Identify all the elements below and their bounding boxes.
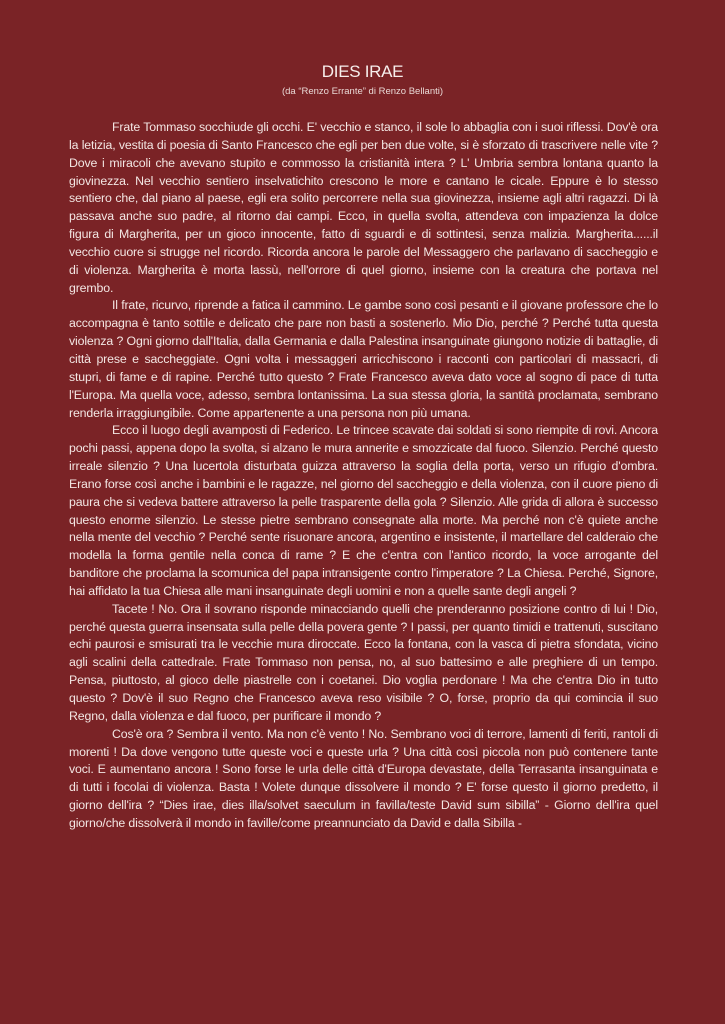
- document-subtitle: (da “Renzo Errante” di Renzo Bellanti): [281, 86, 444, 97]
- paragraph: Cos'è ora ? Sembra il vento. Ma non c'è vento ! No. Sembrano voci di terrore, lamenti di feriti, rantoli di morenti ! Da dove vengono tutte queste voci e queste urla ? Una città così piccola non può contenere tante voci. E aumentano ancora ! Sono forse le urla delle città d'Europa devastate, della Terrasanta insanguinata e di tutti i focolai di violenza. Basta ! Volete dunque dissolvere il mondo ? E' forse questo il giorno predetto, il giorno dell'ira ? “Dies irae, dies illa/solvet saeculum in favilla/teste David sum sibilla” - Giorno dell'ira quel giorno/che dissolverà il mondo in faville/come preannunciato da David e dalla Sibilla -: [69, 726, 658, 830]
- document-body: [69, 119, 658, 833]
- paragraph: Il frate, ricurvo, riprende a fatica il cammino. Le gambe sono così pesanti e il giovane professore che lo accompagna è tanto sottile e delicato che pare non basti a sostenerlo. Mio Dio, perché ? Perché tutta questa violenza ? Ogni giorno dall'Italia, dalla Germania e dalla Palestina insanguinate giungono notizie di battaglie, di città prese e saccheggiate. Ogni volta i messaggeri arricchiscono i racconti con particolari di massacri, di stupri, di fame e di rapine. Perché tutto questo ? Frate Francesco aveva dato voce al sogno di pace di tutta l'Europa. Ma quella voce, adesso, sembra lontanissima. La sua stessa gloria, la santità proclamata, sembrano renderla irraggiungibile. Come appartenente a una persona non più umana.: [69, 298, 658, 420]
- paragraph: Ecco il luogo degli avamposti di Federico. Le trincee scavate dai soldati si sono riempite di rovi. Ancora pochi passi, appena dopo la svolta, si alzano le mura annerite e smozzicate dal fuoco. Silenzio. Perché questo irreale silenzio ? Una lucertola disturbata guizza attraverso la soglia della porta, verso un rifugio d'ombra. Erano forse così anche i bambini e le ragazze, nel giorno del saccheggio e della violenza, con il cuore pieno di paura che si vedeva battere attraverso la pelle trasparente della gola ? Silenzio. Alle grida di allora è successo questo enorme silenzio. Le stesse pietre sembrano consegnate alla morte. Ma perché non c'è quiete anche nella mente del vecchio ? Perché sente risuonare ancora, argentino e insistente, il martellare del calderaio che modella la forma gentile nella conca di rame ? E che c'entra con l'antico ricordo, la voce arrogante del banditore che proclama la scomunica del papa intransigente contro l'imperatore ? La Chiesa. Perché, Signore, hai affidato la tua Chiesa alle mani insanguinate degli uomini e non a quelle sante degli angeli ?: [69, 423, 658, 598]
- document-title: DIES IRAE: [321, 62, 404, 81]
- paragraph: Tacete ! No. Ora il sovrano risponde minacciando quelli che prenderanno posizione contro di lui ! Dio, perché questa guerra insensata sulla pelle della povera gente ? I passi, per quanto timidi e trattenuti, suscitano echi paurosi e smisurati tra le vecchie mura diroccate. Ecco la fontana, con la vasca di pietra sfondata, vicino agli scalini della cattedrale. Frate Tommaso non pensa, no, al suo battesimo e alle preghiere di un tempo. Pensa, piuttosto, al gioco delle piastrelle con i coetanei. Dio voglia perdonare ! Ma che c'entra Dio in tutto questo ? Dov'è il suo Regno che Francesco aveva reso visibile ? O, forse, proprio da qui comincia il suo Regno, dalla violenza e dal fuoco, per purificare il mondo ?: [69, 601, 658, 723]
- paragraph: Frate Tommaso socchiude gli occhi. E' vecchio e stanco, il sole lo abbaglia con i suoi riflessi. Dov'è ora la letizia, vestita di poesia di Santo Francesco che egli per ben due volte, si è sforzato di trascrivere nelle vite ? Dove i miracoli che avevano stupito e commosso la cristianità intera ? L' Umbria sembra lontana quanto la giovinezza. Nel vecchio sentiero inselvatichito crescono le more e cantano le cicale. Eppure è lo stesso sentiero che, dal piano al paese, egli era solito percorrere nella sua giovinezza, insieme agli altri ragazzi. Di là passava anche suo padre, al ritorno dai campi. Ecco, in quella svolta, attendeva con impazienza la dolce figura di Margherita, per un gioco innocente, fatto di sguardi e di sottintesi, senza malizia. Margherita......il vecchio cuore si strugge nel ricordo. Ricorda ancora le parole del Messaggero che parlavano di saccheggio e di violenza. Margherita è morta lassù, nell'orrore di quel giorno, insieme con la creatura che portava nel grembo.: [69, 120, 658, 295]
